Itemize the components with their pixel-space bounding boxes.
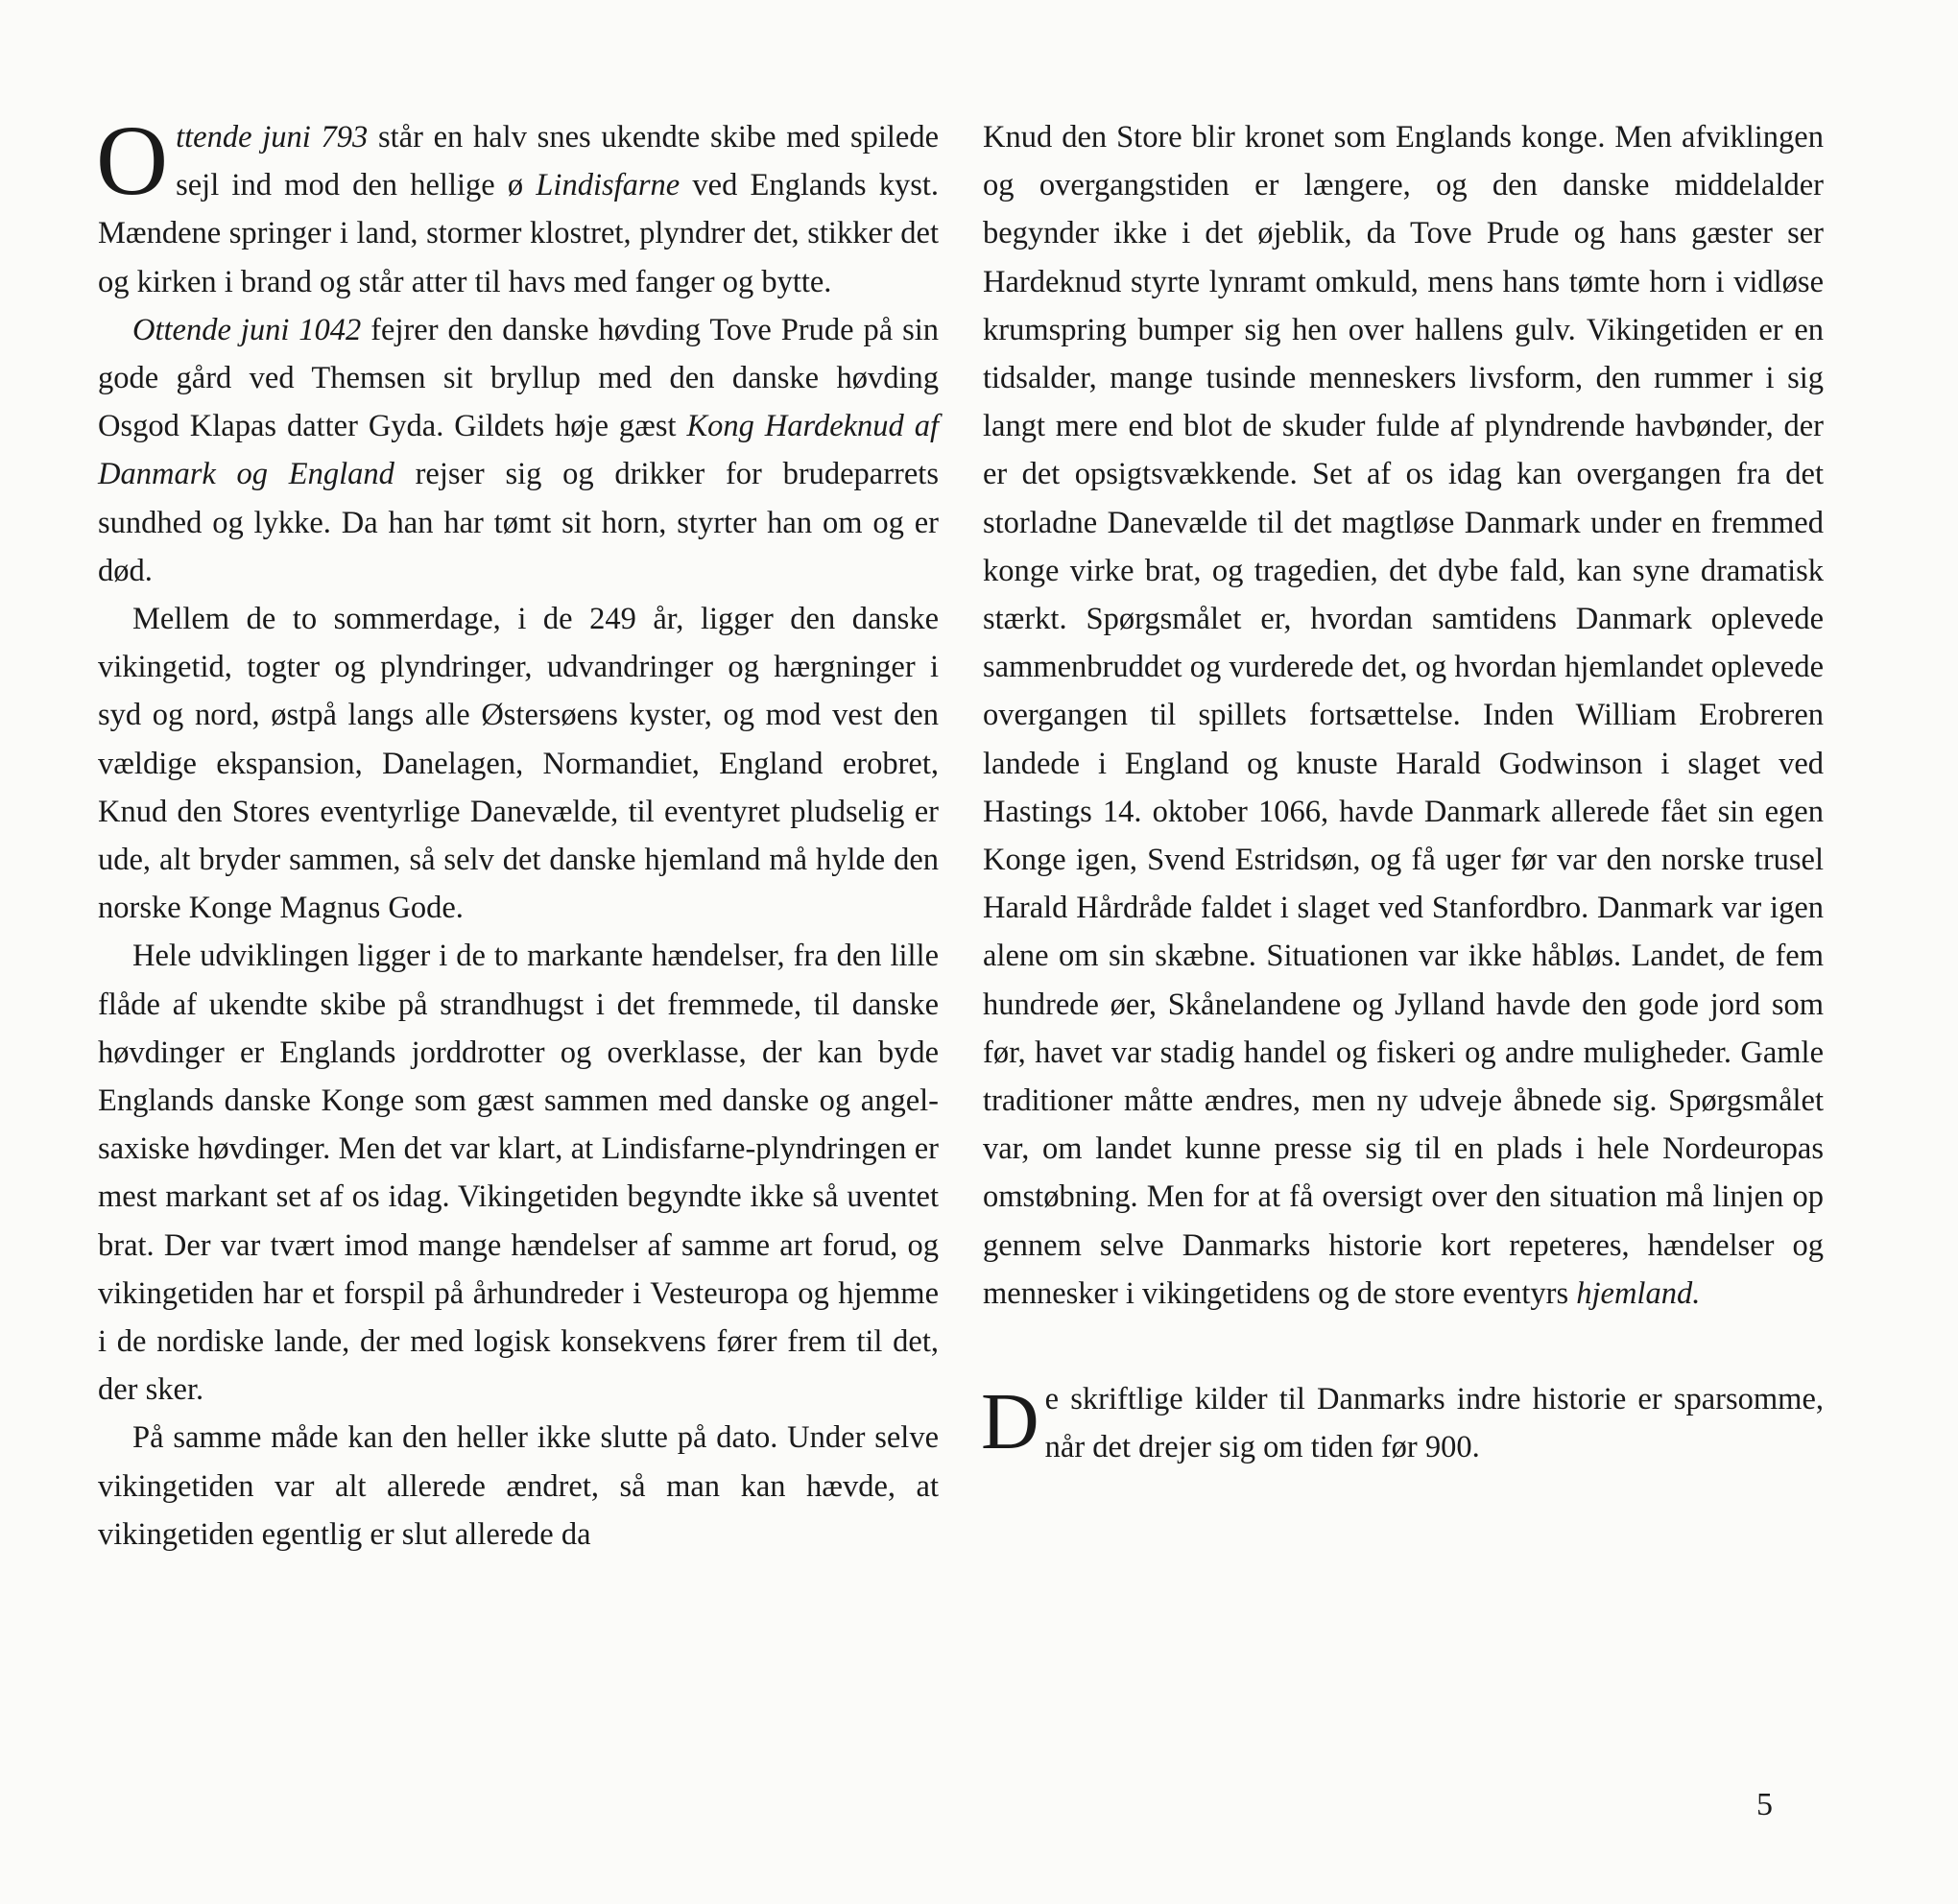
king-hardeknud: Kong Hardeknud af Danmark og England (98, 409, 939, 492)
hjemland-italic: hjemland. (1576, 1275, 1701, 1311)
paragraph-hele: Hele udviklingen ligger i de to markante hændelser, fra den lille flåde af ukendte skibe på strandhugst i det fremmede, til danske høvdinger er Englands jorddrotter og overklasse, der kan byde Englands danske Konge som gæst sammen med danske og angel-saxiske høvdinger. Men det var klart, at Lindisfarne-plyndringen er mest markant set af os idag. Vikingetiden begyndte ikke så uventet brat. Der var tvært imod mange hændelser af samme art forud, og vikingetiden har et forspil på århundreder i Vesteuropa og hjemme i de nordiske lande, der med logisk konsekvens fører frem til det, der sker. (98, 939, 939, 1408)
paragraph-paa-samme: På samme måde kan den heller ikke slutte på dato. Under selve vikingetiden var alt allerede ændret, så man kan hævde, at vikingetiden egentlig er slut allerede da (98, 1420, 939, 1552)
drop-cap-d: D (981, 1377, 1039, 1467)
page-number: 5 (1756, 1787, 1773, 1822)
right-column (983, 113, 1824, 1471)
text-span: rejser sig og drikker for brudeparrets sundhed og lykke. Da han har tømt sit horn, styrter han om og er død. (98, 457, 939, 588)
text-span: ved Englands kyst. Mændene springer i land, stormer klostret, plyndrer det, stikker det og kirken i brand og står atter til havs med fanger og bytte. (98, 168, 939, 299)
paragraph-knud (983, 113, 1824, 1318)
drop-cap-o: O (96, 106, 169, 216)
paragraph-793 (96, 106, 939, 306)
paragraph-1042 (98, 306, 939, 595)
left-column (96, 106, 939, 1559)
place-lindisfarne: Lindisfarne (536, 168, 681, 203)
date-1042: Ottende juni 1042 (132, 312, 362, 347)
text-span: Knud den Store blir kronet som Englands konge. Men afviklingen og overgangstiden er længere, og den danske middelalder begynder ikke i det øjeblik, da Tove Prude og hans gæster ser Hardeknud styrte lynramt omkuld, mens hans tømte horn i vidløse krumspring bumper sig hen over hallens gulv. Vikingetiden er en tidsalder, mange tusinde menneskers livsform, den rummer i sig langt mere end blot de skuder fulde af plyndrende havbønder, der er det opsigtsvækkende. Set af os idag kan overgangen fra det storladne Danevælde til det magtløse Danmark under en fremmed konge virke brat, og tragedien, det dybe fald, kan syne dramatisk stærkt. Spørgsmålet er, hvordan samtidens Danmark oplevede sammenbruddet og vurderede det, og hvordan hjemlandet oplevede overgangen til spillets fortsættelse. Inden William Erobreren landede i England og knuste Harald Godwinson i slaget ved Hastings 14. oktober 1066, havde Danmark allerede fået sin egen Konge igen, Svend Estridsøn, og få uger før var den norske trusel Harald Hårdråde faldet i slaget ved Stanfordbro. Danmark var igen alene om sin skæbne. Situationen var ikke håbløs. Landet, de fem hundrede øer, Skånelandene og Jylland havde den gode jord som før, havet var stadig handel og fiskeri og andre muligheder. Gamle traditioner måtte ændres, men ny udveje åbnede sig. Spørgsmålet var, om landet kunne presse sig til en plads i hele Nordeuropas omstøbning. Men for at få oversigt over den situation må linjen op gennem selve Danmarks historie kort repeteres, hændelser og mennesker i vikingetidens og de store eventyrs (983, 120, 1824, 1311)
paragraph-skriftlige (983, 1375, 1824, 1471)
text-span: fejrer den danske høvding Tove Prude på sin gode gård ved Themsen sit bryllup med den danske høvding Osgod Klapas datter Gyda. Gildets høje gæst (98, 312, 939, 444)
text-span: e skriftlige kilder til Danmarks indre historie er sparsomme, når det drejer sig om tiden før 900. (1044, 1382, 1824, 1465)
text-span: står en halv snes ukendte skibe med spilede sejl ind mod den hellige ø (176, 120, 939, 203)
date-793: ttende juni 793 (176, 120, 369, 155)
paragraph-mellem: Mellem de to sommerdage, i de 249 år, ligger den danske vikingetid, togter og plyndringer, udvandringer og hærgninger i syd og nord, østpå langs alle Østersøens kyster, og mod vest den vældige ekspansion, Danelagen, Normandiet, England erobret, Knud den Stores eventyrlige Danevælde, til eventyret pludselig er ude, alt bryder sammen, så selv det danske hjemland må hylde den norske Konge Magnus Gode. (98, 602, 939, 926)
